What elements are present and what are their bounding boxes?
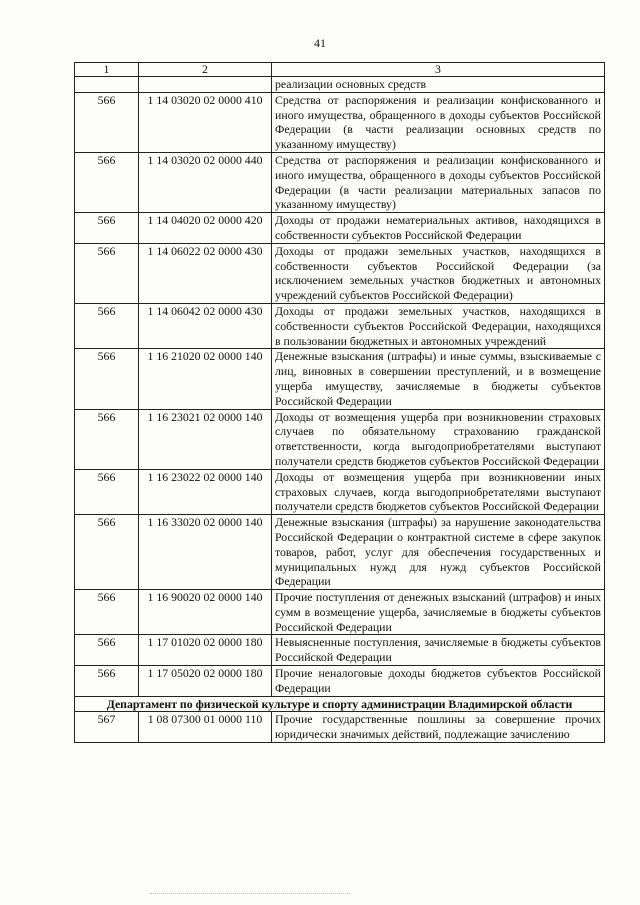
revenue-description-cell: Доходы от продажи земельных участков, находящихся в собственности субъектов Российской Федерации, находящихся в пользовании бюджетных и автономных учреждений	[272, 303, 605, 348]
revenue-code-cell: 1 16 90020 02 0000 140	[139, 590, 272, 635]
admin-code-cell: 567	[75, 712, 139, 743]
department-heading-row	[75, 696, 605, 712]
table-row	[75, 515, 605, 590]
continuation-text: реализации основных средств	[272, 77, 605, 93]
table-row	[75, 666, 605, 697]
revenue-description-cell: Доходы от возмещения ущерба при возникновении страховых случаев по обязательному страхованию гражданской ответственности, когда выгодоприобретателями выступают получатели средств бюджетов субъектов Российской Федерации	[272, 409, 605, 469]
admin-code-cell: 566	[75, 303, 139, 348]
column-header-row	[75, 63, 605, 77]
table-row	[75, 409, 605, 469]
admin-code-cell: 566	[75, 409, 139, 469]
revenue-code-cell: 1 16 33020 02 0000 140	[139, 515, 272, 590]
column-header-3: 3	[272, 63, 605, 77]
scan-artifact	[150, 893, 350, 894]
revenue-description-cell: Прочие поступления от денежных взысканий (штрафов) и иных сумм в возмещение ущерба, зачисляемые в бюджеты субъектов Российской Федерации	[272, 590, 605, 635]
column-header-1: 1	[75, 63, 139, 77]
revenue-description-cell: Прочие государственные пошлины за совершение прочих юридически значимых действий, подлежащие зачислению	[272, 712, 605, 743]
admin-code-cell: 566	[75, 152, 139, 212]
table-row	[75, 152, 605, 212]
revenue-description-cell: Средства от распоряжения и реализации конфискованного и иного имущества, обращенного в доходы субъектов Российской Федерации (в части реализации основных средств по указанному имуществу)	[272, 92, 605, 152]
revenue-code-cell: 1 14 03020 02 0000 410	[139, 92, 272, 152]
revenue-description-cell: Средства от распоряжения и реализации конфискованного и иного имущества, обращенного в доходы субъектов Российской Федерации (в части реализации материальных запасов по указанному имуществу)	[272, 152, 605, 212]
revenue-code-cell: 1 16 23022 02 0000 140	[139, 469, 272, 514]
admin-code-cell: 566	[75, 590, 139, 635]
revenue-code-cell: 1 14 06042 02 0000 430	[139, 303, 272, 348]
revenue-description-cell: Прочие неналоговые доходы бюджетов субъектов Российской Федерации	[272, 666, 605, 697]
revenue-code-cell: 1 17 01020 02 0000 180	[139, 635, 272, 666]
admin-code-cell: 566	[75, 666, 139, 697]
revenue-code-cell: 1 14 03020 02 0000 440	[139, 152, 272, 212]
table-row	[75, 469, 605, 514]
admin-code-cell: 566	[75, 635, 139, 666]
revenue-code-cell: 1 17 05020 02 0000 180	[139, 666, 272, 697]
admin-code-cell: 566	[75, 92, 139, 152]
revenue-code-cell: 1 16 23021 02 0000 140	[139, 409, 272, 469]
revenue-code-cell: 1 14 06022 02 0000 430	[139, 243, 272, 303]
revenue-description-cell: Денежные взыскания (штрафы) и иные суммы, взыскиваемые с лиц, виновных в совершении преступлений, и в возмещение ущерба имуществу, зачисляемые в бюджеты субъектов Российской Федерации	[272, 349, 605, 409]
revenue-description-cell: Доходы от продажи нематериальных активов, находящихся в собственности субъектов Российской Федерации	[272, 213, 605, 244]
continuation-empty-cell	[139, 77, 272, 93]
revenue-codes-table	[74, 62, 605, 743]
admin-code-cell: 566	[75, 349, 139, 409]
revenue-code-cell: 1 14 04020 02 0000 420	[139, 213, 272, 244]
table-row	[75, 635, 605, 666]
admin-code-cell: 566	[75, 243, 139, 303]
admin-code-cell: 566	[75, 213, 139, 244]
revenue-description-cell: Доходы от продажи земельных участков, находящихся в собственности субъектов Российской Федерации (за исключением земельных участков бюджетных и автономных учреждений субъектов Российской Федерации)	[272, 243, 605, 303]
revenue-code-cell: 1 16 21020 02 0000 140	[139, 349, 272, 409]
department-heading: Департамент по физической культуре и спорту администрации Владимирской области	[75, 696, 605, 712]
table-row	[75, 303, 605, 348]
table-row	[75, 590, 605, 635]
table-body	[75, 63, 605, 743]
revenue-description-cell: Невыясненные поступления, зачисляемые в бюджеты субъектов Российской Федерации	[272, 635, 605, 666]
admin-code-cell: 566	[75, 515, 139, 590]
table-row	[75, 243, 605, 303]
page-number: 41	[314, 36, 326, 50]
column-header-2: 2	[139, 63, 272, 77]
table-row	[75, 92, 605, 152]
revenue-description-cell: Денежные взыскания (штрафы) за нарушение законодательства Российской Федерации о контрактной системе в сфере закупок товаров, работ, услуг для обеспечения государственных и муниципальных нужд для нужд субъектов Российской Федерации	[272, 515, 605, 590]
table-row	[75, 349, 605, 409]
table-row	[75, 213, 605, 244]
continuation-empty-cell	[75, 77, 139, 93]
table-row	[75, 712, 605, 743]
revenue-description-cell: Доходы от возмещения ущерба при возникновении иных страховых случаев, когда выгодоприобретателями выступают получатели средств бюджетов субъектов Российской Федерации	[272, 469, 605, 514]
admin-code-cell: 566	[75, 469, 139, 514]
revenue-code-cell: 1 08 07300 01 0000 110	[139, 712, 272, 743]
continuation-row	[75, 77, 605, 93]
